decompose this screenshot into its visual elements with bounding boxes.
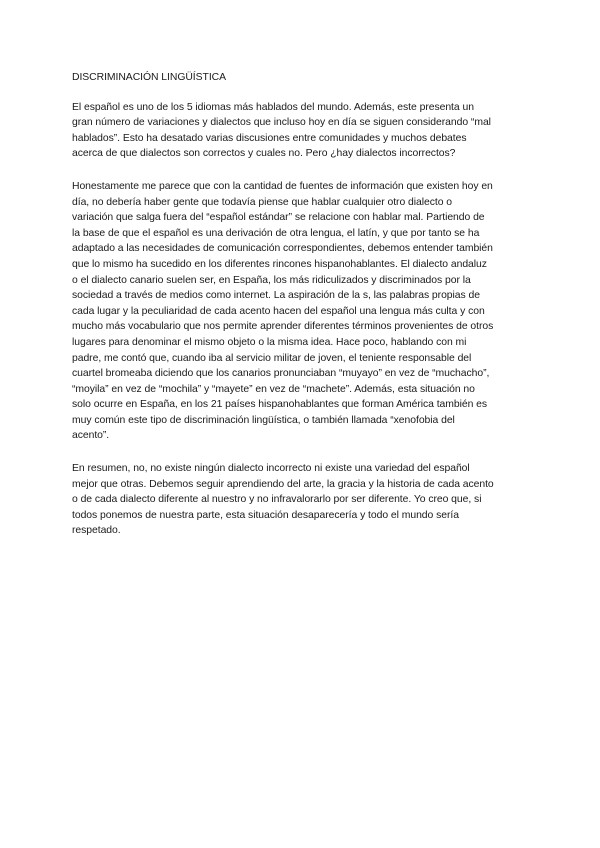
- paragraph-intro: [72, 100, 530, 162]
- text-line: “moyila” en vez de “mochila” y “mayete” en vez de “machete”. Además, esta situación no: [72, 383, 475, 395]
- text-line: gran número de variaciones y dialectos que incluso hoy en día se siguen considerando “mal: [72, 117, 491, 129]
- paragraph-body: [72, 179, 530, 444]
- text-line: solo ocurre en España, en los 21 países hispanohablantes que forman América también es: [72, 399, 488, 411]
- document-body: [72, 70, 530, 556]
- text-line: respetado.: [72, 525, 121, 537]
- text-line: Honestamente me parece que con la cantidad de fuentes de información que existen hoy en: [72, 180, 493, 192]
- text-line: mejor que otras. Debemos seguir aprendiendo del arte, la gracia y la historia de cada acento: [72, 478, 494, 490]
- text-line: todos ponemos de nuestra parte, esta situación desaparecería y todo el mundo sería: [72, 509, 459, 521]
- text-line: lugares para denominar el mismo objeto o la misma idea. Hace poco, hablando con mi: [72, 336, 467, 348]
- text-line: variación que salga fuera del “español estándar” se relacione con hablar mal. Partiendo de: [72, 212, 485, 224]
- text-line: muy común este tipo de discriminación lingüística, o también llamada “xenofobia del: [72, 414, 455, 426]
- text-line: o de cada dialecto diferente al nuestro y no infravalorarlo por ser diferente. Yo creo que, si: [72, 494, 482, 506]
- text-line: la base de que el español es una derivación de otra lengua, el latín, y que por tanto se ha: [72, 227, 480, 239]
- paragraph-conclusion: [72, 461, 530, 539]
- text-line: acerca de que dialectos son correctos y cuales no. Pero ¿hay dialectos incorrectos?: [72, 148, 456, 160]
- text-line: acento”.: [72, 430, 110, 442]
- text-line: cuartel bromeaba diciendo que los canarios pronunciaban “muyayo” en vez de “muchacho”,: [72, 368, 490, 380]
- text-line: hablados”. Esto ha desatado varias discusiones entre comunidades y muchos debates: [72, 132, 467, 144]
- text-line: o el dialecto canario suelen ser, en España, los más ridiculizados y discriminados por la: [72, 274, 471, 286]
- text-line: padre, me contó que, cuando iba al servicio militar de joven, el teniente responsable del: [72, 352, 472, 364]
- text-line: En resumen, no, no existe ningún dialecto incorrecto ni existe una variedad del español: [72, 463, 470, 475]
- document-title: DISCRIMINACIÓN LINGÜÍSTICA: [72, 72, 226, 83]
- text-line: cada lugar y la peculiaridad de cada acento hacen del español una lengua más culta y con: [72, 305, 485, 317]
- text-line: que lo mismo ha sucedido en los diferentes rincones hispanohablantes. El dialecto andaluz: [72, 258, 487, 270]
- text-line: día, no debería haber gente que todavía piense que hablar cualquier otro dialecto o: [72, 196, 453, 208]
- text-line: adaptado a las necesidades de comunicación correspondientes, debemos entender también: [72, 243, 493, 255]
- text-line: El español es uno de los 5 idiomas más hablados del mundo. Además, este presenta un: [72, 101, 474, 113]
- text-line: mucho más vocabulario que nos permite aprender diferentes términos provenientes de otros: [72, 321, 494, 333]
- text-line: sociedad a través de medios como internet. La aspiración de la s, las palabras propias de: [72, 290, 480, 302]
